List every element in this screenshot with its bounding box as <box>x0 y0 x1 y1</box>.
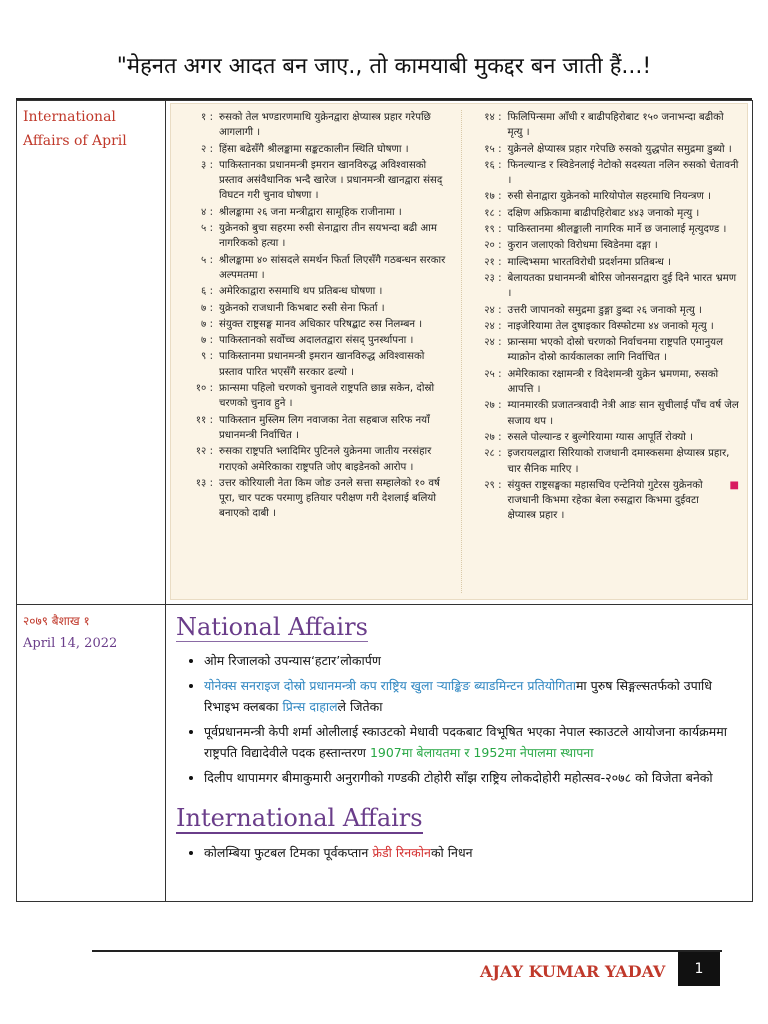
news-column-right <box>461 110 740 593</box>
list-item <box>204 650 742 671</box>
news-item <box>179 444 451 475</box>
list-item <box>204 721 742 763</box>
row-april-14 <box>17 605 753 902</box>
news-item-text: अमेरिकाका रक्षामन्त्री र विदेशमन्त्री युक्रेन भ्रमणमा, रुसको आपत्ति । <box>507 368 719 396</box>
news-item-text: श्रीलङ्कामा ४० सांसदले समर्थन फिर्ता लिएसँगै गठबन्धन सरकार अल्पमतमा । <box>219 254 446 281</box>
news-item-text: फ्रान्समा भएको दोस्रो चरणको निर्वाचनमा राष्ट्रपति एमानुयल म्याक्रोन दोस्रो कार्यकालका लागि निर्वाचित । <box>507 337 723 364</box>
row-label-cell <box>17 101 166 605</box>
international-affairs-april-label: International Affairs of April <box>23 109 127 149</box>
news-date-number: ५ : <box>179 221 219 252</box>
news-item <box>468 446 740 477</box>
news-text: ले जितेका <box>337 699 383 714</box>
news-date-number: ६ : <box>179 284 219 299</box>
news-item-text: युक्रेनको बुचा सहरमा रुसी सेनाद्वारा तीन सयभन्दा बढी आम नागरिकको हत्या । <box>219 223 437 250</box>
news-item-text: पाकिस्तानमा प्रधानमन्त्री इमरान खानविरुद्ध अविश्वासको प्रस्ताव पारित भएसँगै सरकार ढल्यो । <box>219 351 425 378</box>
news-item <box>468 110 740 141</box>
date-nepali: २०७९ बैशाख १ <box>23 614 90 628</box>
list-item <box>204 675 742 717</box>
header-quote: "मेहनत अगर आदत बन जाए., तो कामयाबी मुकद्दर बन जाती हैं...! <box>116 54 652 79</box>
news-item <box>179 413 451 444</box>
news-date-number: २७ : <box>468 398 508 429</box>
news-item-text: पाकिस्तानको सर्वोच्च अदालतद्वारा संसद् पुनर्स्थापना । <box>219 335 414 347</box>
news-date-number: १ : <box>179 110 219 141</box>
news-item-text: उत्तरी जापानको समुद्रमा डुङ्गा डुब्दा २६ जनाको मृत्यु । <box>507 304 702 316</box>
news-item-text: पाकिस्तानमा श्रीलङ्काली नागरिक मार्ने छ जनालाई मृत्युदण्ड । <box>507 224 727 236</box>
news-date-number: १२ : <box>179 444 219 475</box>
news-item-text: पाकिस्तान मुस्लिम लिग नवाजका नेता सहबाज सरिफ नयाँ प्रधानमन्त्री निर्वाचित । <box>219 414 430 441</box>
news-item <box>468 398 740 429</box>
news-date-number: ४ : <box>179 205 219 220</box>
affairs-content-cell <box>166 605 753 902</box>
news-item-text: श्रीलङ्कामा २६ जना मन्त्रीद्वारा सामूहिक राजीनामा । <box>219 206 402 218</box>
news-item-text: संयुक्त राष्ट्रसङ्घका महासचिव एन्टेनियो गुटेरस युक्रेनको राजधानी किभमा रहेका बेला रुसद्वारा किभमा दुईवटा क्षेप्यास्त्र प्रहार । <box>507 479 703 522</box>
date-english: April 14, 2022 <box>23 636 118 651</box>
person-name: फ्रेडी रिनकोन <box>372 845 431 860</box>
news-item <box>179 142 451 157</box>
news-item <box>468 255 740 270</box>
news-column-left <box>179 110 451 593</box>
news-date-number: ३ : <box>179 158 219 204</box>
national-affairs-heading: National Affairs <box>176 613 368 641</box>
news-item-text: माल्दिभ्समा भारतविरोधी प्रदर्शनमा प्रतिबन्ध । <box>507 256 672 268</box>
news-date-number: १० : <box>179 381 219 412</box>
news-item-text: फिलिपिन्समा आँधी र बाढीपहिरोबाट १५० जनाभन्दा बढीको मृत्यु । <box>507 112 724 139</box>
content-table <box>16 100 753 902</box>
news-item <box>468 319 740 334</box>
news-item <box>179 221 451 252</box>
news-item <box>468 158 740 189</box>
winner-name: प्रिन्स दाहाल <box>282 699 338 714</box>
news-item-text: युक्रेनले क्षेप्यास्त्र प्रहार गरेपछि रुसको युद्धपोत समुद्रमा डुब्यो । <box>507 143 732 155</box>
news-item-text: बेलायतका प्रधानमन्त्री बोरिस जोनसनद्वारा दुई दिने भारत भ्रमण । <box>507 272 737 300</box>
national-affairs-list <box>176 650 742 788</box>
footer-divider <box>92 950 722 952</box>
news-item <box>179 333 451 348</box>
news-item <box>468 430 740 445</box>
news-item-text: रुसले पोल्यान्ड र बुल्गेरियामा ग्यास आपूर्ति रोक्यो । <box>507 431 694 443</box>
news-date-number: २७ : <box>468 430 508 445</box>
list-item <box>204 767 742 788</box>
news-item-text: रुसी सेनाद्वारा युक्रेनको मारियोपोल सहरमाथि नियन्त्रण । <box>507 191 711 203</box>
scout-founding-note: 1907मा बेलायतमा र 1952मा नेपालमा स्थापना <box>369 745 594 760</box>
news-item <box>468 142 740 157</box>
news-date-number: ७ : <box>179 317 219 332</box>
page-number: 1 <box>678 952 720 986</box>
row-international-april <box>17 101 753 605</box>
news-item-text: अमेरिकाद्वारा रुसमाथि थप प्रतिबन्ध घोषणा । <box>219 286 383 298</box>
news-text: ओम रिजालको उपन्यास‘हटार’लोकार्पण <box>204 653 381 668</box>
news-date-number: १५ : <box>468 142 508 157</box>
news-date-number: ५ : <box>179 253 219 284</box>
news-item-text: हिंसा बढेसँगै श्रीलङ्कामा सङ्कटकालीन स्थिति घोषणा । <box>219 143 409 155</box>
news-item <box>179 253 451 284</box>
news-item <box>179 381 451 412</box>
news-image-cell <box>166 101 753 605</box>
news-item-text: कुरान जलाएको विरोधमा स्विडेनमा दङ्गा । <box>507 240 658 252</box>
news-date-number: २० : <box>468 238 508 253</box>
news-item-text: दक्षिण अफ्रिकामा बाढीपहिरोबाट ४४३ जनाको मृत्यु । <box>507 207 700 219</box>
news-item <box>179 301 451 316</box>
news-date-number: ११ : <box>179 413 219 444</box>
news-date-number: १३ : <box>179 476 219 522</box>
news-item <box>468 335 740 366</box>
news-item-text: म्यानमारकी प्रजातन्त्रवादी नेत्री आङ सान सुचीलाई पाँच वर्ष जेल सजाय थप । <box>507 400 739 427</box>
news-item <box>468 367 740 398</box>
news-date-number: २९ : <box>468 478 508 524</box>
news-item-text: रुसका राष्ट्रपति भ्लादिमिर पुटिनले युक्रेनमा जातीय नरसंहार गराएको अमेरिकाका राष्ट्रपति जोए बाइडेनको आरोप । <box>219 446 432 473</box>
international-affairs-heading: International Affairs <box>176 804 423 832</box>
news-item <box>179 284 451 299</box>
news-date-number: १९ : <box>468 222 508 237</box>
tournament-name: योनेक्स सनराइज दोस्रो प्रधानमन्त्री कप राष्ट्रिय खुला ऱ्याङ्किङ ब्याडमिन्टन प्रतियोगिता <box>204 678 576 693</box>
news-item-text: फ्रान्समा पहिलो चरणको चुनावले राष्ट्रपति छान्न सकेन, दोस्रो चरणको चुनाव हुने । <box>219 383 435 410</box>
news-date-number: ९ : <box>179 349 219 380</box>
news-item-text: फिनल्यान्ड र स्विडेनलाई नेटोको सदस्यता नलिन रुसको चेतावनी । <box>507 159 739 187</box>
news-item <box>468 189 740 204</box>
news-item-text: उत्तर कोरियाली नेता किम जोङ उनले सत्ता सम्हालेको १० वर्ष पूरा, चार पटक परमाणु हतियार परीक्षण गरी देशलाई बलियो बनाएको दाबी । <box>219 477 440 520</box>
list-item <box>204 842 742 863</box>
news-item-text: पाकिस्तानका प्रधानमन्त्री इमरान खानविरुद्ध अविश्वासको प्रस्ताव असंवैधानिक भन्दै खारेज । प्रधानमन्त्री खानद्वारा संसद् विघटन गरी चुनाव घोषणा । <box>219 159 443 202</box>
news-item <box>179 317 451 332</box>
news-date-number: १६ : <box>468 158 508 189</box>
news-item <box>468 222 740 237</box>
news-item <box>179 205 451 220</box>
news-date-number: ७ : <box>179 301 219 316</box>
news-item <box>179 349 451 380</box>
news-text: मा पुरुष सिङ्गल्सतर्फको उपाधि रिभाइभ क्लबका <box>204 678 712 714</box>
news-date-number: १४ : <box>468 110 508 141</box>
news-item-text: इजरायलद्वारा सिरियाको राजधानी दमास्कसमा क्षेप्यास्त्र प्रहार, चार सैनिक मारिए । <box>507 448 730 475</box>
news-item-text: नाइजेरियामा तेल दुषाइकार विस्फोटमा ४४ जनाको मृत्यु । <box>507 320 714 332</box>
news-date-number: २३ : <box>468 271 508 302</box>
date-cell <box>17 605 166 902</box>
news-item <box>468 238 740 253</box>
news-text: को निधन <box>430 845 473 860</box>
news-text: कोलम्बिया फुटबल टिमका पूर्वकप्तान <box>204 845 373 860</box>
news-text: पूर्वप्रधानमन्त्री केपी शर्मा ओलीलाई स्काउटको मेधावी पदकबाट विभूषित भएका नेपाल स्काउटले आयोजना कार्यक्रममा राष्ट्रपति विद्यादेवीले पदक हस्तान्तरण <box>204 724 727 760</box>
author-name: AJAY KUMAR YADAV <box>480 962 666 981</box>
news-date-number: २५ : <box>468 367 508 398</box>
news-item <box>468 206 740 221</box>
news-item-text: युक्रेनको राजधानी किभबाट रुसी सेना फिर्ता । <box>219 302 385 314</box>
news-clipping <box>170 103 748 600</box>
international-affairs-list <box>176 842 742 863</box>
news-date-number: २४ : <box>468 303 508 318</box>
news-item-text: संयुक्त राष्ट्रसङ्घ मानव अधिकार परिषद्बाट रुस निलम्बन । <box>219 318 423 330</box>
news-item <box>179 158 451 204</box>
news-date-number: ७ : <box>179 333 219 348</box>
news-item <box>179 110 451 141</box>
news-item-text: रुसको तेल भण्डारणमाथि युक्रेनद्वारा क्षेप्यास्त्र प्रहार गरेपछि आगलागी । <box>219 112 431 139</box>
news-item <box>468 271 740 302</box>
news-date-number: २८ : <box>468 446 508 477</box>
news-date-number: १८ : <box>468 206 508 221</box>
news-date-number: २४ : <box>468 335 508 366</box>
news-date-number: २१ : <box>468 255 508 270</box>
news-date-number: १७ : <box>468 189 508 204</box>
news-date-number: २४ : <box>468 319 508 334</box>
news-text: दिलीप थापामगर बीमाकुमारी अनुरागीको गण्डकी टोहोरी साँझ राष्ट्रिय लोकदोहोरी महोत्सव-२०७८ को विजेता बनेको <box>204 770 713 785</box>
news-item <box>468 303 740 318</box>
news-date-number: २ : <box>179 142 219 157</box>
end-mark: ■ <box>729 479 739 491</box>
news-item <box>468 478 740 524</box>
news-item <box>179 476 451 522</box>
